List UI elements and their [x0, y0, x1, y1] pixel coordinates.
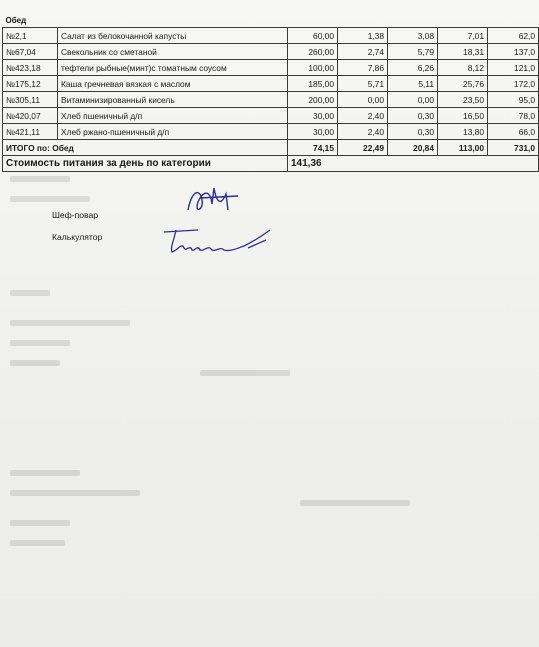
carb-value: 16,50 — [438, 108, 488, 124]
section-title: Обед — [3, 14, 539, 28]
portion-weight: 185,00 — [288, 76, 338, 92]
table-row — [3, 124, 539, 140]
dish-name: Хлеб пшеничный д/п — [58, 108, 288, 124]
menu-table — [2, 14, 539, 172]
recipe-code: №305,11 — [3, 92, 58, 108]
portion-weight: 260,00 — [288, 44, 338, 60]
fat-value: 5,79 — [388, 44, 438, 60]
energy-value: 66,0 — [488, 124, 539, 140]
energy-value: 137,0 — [488, 44, 539, 60]
dish-name: Хлеб ржано-пшеничный д/п — [58, 124, 288, 140]
energy-value: 95,0 — [488, 92, 539, 108]
recipe-code: №67,04 — [3, 44, 58, 60]
recipe-code: №175,12 — [3, 76, 58, 92]
recipe-code: №2,1 — [3, 28, 58, 44]
protein-value: 2,40 — [338, 108, 388, 124]
fat-value: 6,26 — [388, 60, 438, 76]
table-row — [3, 76, 539, 92]
cost-label: Стоимость питания за день по категории — [3, 156, 288, 172]
recipe-code: №421,11 — [3, 124, 58, 140]
table-row — [3, 28, 539, 44]
total-protein: 22,49 — [338, 140, 388, 156]
fat-value: 0,30 — [388, 108, 438, 124]
protein-value: 0,00 — [338, 92, 388, 108]
table-row — [3, 60, 539, 76]
carb-value: 23,50 — [438, 92, 488, 108]
total-carb: 113,00 — [438, 140, 488, 156]
total-label: ИТОГО по: Обед — [3, 140, 288, 156]
total-energy: 731,0 — [488, 140, 539, 156]
total-fat: 20,84 — [388, 140, 438, 156]
protein-value: 5,71 — [338, 76, 388, 92]
portion-weight: 60,00 — [288, 28, 338, 44]
calculator-label: Калькулятор — [52, 232, 103, 242]
section-header-row — [3, 14, 539, 28]
carb-value: 7,01 — [438, 28, 488, 44]
dish-name: тефтели рыбные(минт)с томатным соусом — [58, 60, 288, 76]
energy-value: 62,0 — [488, 28, 539, 44]
carb-value: 13,80 — [438, 124, 488, 140]
fat-value: 3,08 — [388, 28, 438, 44]
total-row — [3, 140, 539, 156]
chef-signature — [180, 180, 250, 220]
table-row — [3, 44, 539, 60]
cost-row — [3, 156, 539, 172]
portion-weight: 30,00 — [288, 108, 338, 124]
protein-value: 7,86 — [338, 60, 388, 76]
energy-value: 172,0 — [488, 76, 539, 92]
fat-value: 0,30 — [388, 124, 438, 140]
chef-label: Шеф-повар — [52, 210, 99, 220]
table-row — [3, 92, 539, 108]
energy-value: 78,0 — [488, 108, 539, 124]
portion-weight: 100,00 — [288, 60, 338, 76]
carb-value: 25,76 — [438, 76, 488, 92]
portion-weight: 30,00 — [288, 124, 338, 140]
carb-value: 18,31 — [438, 44, 488, 60]
dish-name: Свекольник со сметаной — [58, 44, 288, 60]
dish-name: Каша гречневая вязкая с маслом — [58, 76, 288, 92]
total-weight: 74,15 — [288, 140, 338, 156]
portion-weight: 200,00 — [288, 92, 338, 108]
protein-value: 2,74 — [338, 44, 388, 60]
carb-value: 8,12 — [438, 60, 488, 76]
calculator-signature — [158, 222, 278, 258]
recipe-code: №420,07 — [3, 108, 58, 124]
dish-name: Салат из белокочанной капусты — [58, 28, 288, 44]
table-row — [3, 108, 539, 124]
protein-value: 2,40 — [338, 124, 388, 140]
protein-value: 1,38 — [338, 28, 388, 44]
recipe-code: №423,18 — [3, 60, 58, 76]
fat-value: 0,00 — [388, 92, 438, 108]
cost-value: 141,36 — [288, 156, 539, 172]
energy-value: 121,0 — [488, 60, 539, 76]
fat-value: 5,11 — [388, 76, 438, 92]
dish-name: Витаминизированный кисель — [58, 92, 288, 108]
